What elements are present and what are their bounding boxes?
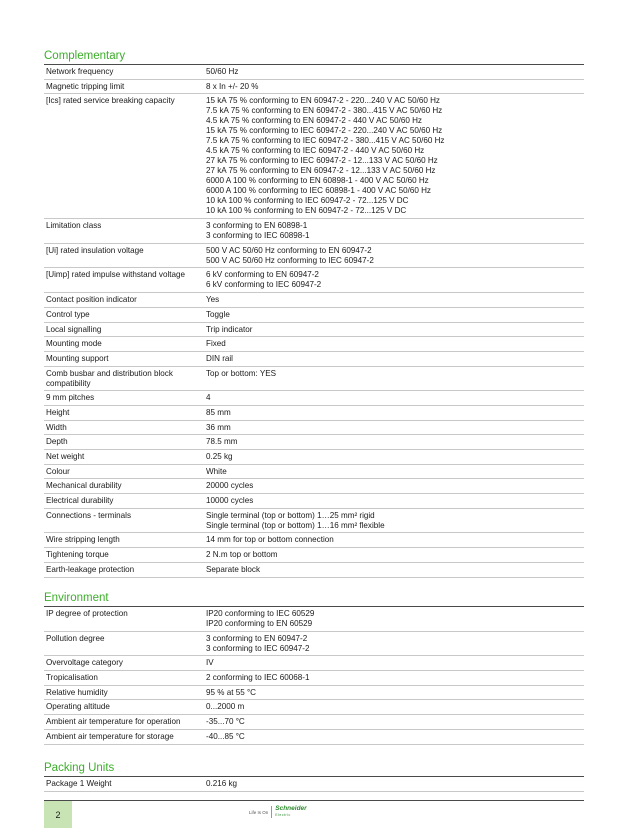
brand-sub: Electric	[275, 813, 291, 817]
spec-row	[44, 293, 584, 308]
spec-row	[44, 686, 584, 701]
spec-value-line: 6000 A 100 % conforming to IEC 60898-1 - 400 V AC 50/60 Hz	[206, 186, 431, 196]
spec-value	[204, 465, 584, 479]
spec-value	[204, 308, 584, 322]
brand-separator	[271, 806, 272, 818]
packing-units-section	[44, 762, 584, 792]
spec-label: Mechanical durability	[46, 481, 122, 491]
spec-label: Colour	[46, 466, 70, 476]
spec-value-line: Single terminal (top or bottom) 1…16 mm² flexible	[206, 520, 385, 530]
spec-row	[44, 65, 584, 80]
spec-value	[204, 65, 584, 79]
spec-value-line: Trip indicator	[206, 324, 253, 334]
spec-row	[44, 337, 584, 352]
spec-row	[44, 671, 584, 686]
spec-label: Connections - terminals	[46, 510, 132, 520]
spec-value-line: 4	[206, 393, 211, 403]
spec-value	[204, 671, 584, 685]
spec-row	[44, 730, 584, 745]
spec-value	[204, 268, 584, 292]
spec-label: [Ui] rated insulation voltage	[46, 245, 144, 255]
spec-value	[204, 548, 584, 562]
spec-value	[204, 479, 584, 493]
spec-value	[204, 352, 584, 366]
spec-label: Mounting mode	[46, 339, 102, 349]
spec-row	[44, 632, 584, 657]
spec-label: Width	[46, 422, 67, 432]
spec-row	[44, 244, 584, 269]
spec-row	[44, 465, 584, 480]
spec-value-line: 0.25 kg	[206, 452, 233, 461]
spec-value	[204, 323, 584, 337]
spec-label: Earth-leakage protection	[46, 564, 135, 574]
spec-row	[44, 533, 584, 548]
spec-label: Tropicalisation	[46, 673, 98, 683]
spec-row	[44, 352, 584, 367]
spec-value-line: 4.5 kA 75 % conforming to IEC 60947-2 - 440 V AC 50/60 Hz	[206, 146, 425, 156]
spec-value	[204, 715, 584, 729]
spec-row	[44, 94, 584, 219]
spec-value	[204, 700, 584, 714]
spec-value	[204, 337, 584, 351]
spec-value	[204, 509, 584, 533]
spec-value-line: Yes	[206, 295, 220, 305]
spec-value-line: 2 conforming to IEC 60068-1	[206, 673, 310, 683]
spec-row	[44, 656, 584, 671]
spec-label: Electrical durability	[46, 496, 114, 506]
spec-value-line: 10 kA 100 % conforming to IEC 60947-2 - 72...125 V DC	[206, 196, 409, 206]
spec-row	[44, 435, 584, 450]
spec-value-line: 500 V AC 50/60 Hz conforming to IEC 60947-2	[206, 255, 374, 265]
spec-value-line: 36 mm	[206, 422, 231, 432]
spec-value-line: 95 % at 55 °C	[206, 687, 257, 697]
spec-value	[204, 435, 584, 449]
spec-label: [Uimp] rated impulse withstand voltage	[46, 270, 186, 280]
spec-value	[204, 80, 584, 94]
spec-value-line: 15 kA 75 % conforming to IEC 60947-2 - 220...240 V AC 50/60 Hz	[206, 126, 443, 136]
spec-value-line: Toggle	[206, 309, 230, 319]
spec-value-line: Separate block	[206, 564, 260, 574]
spec-label: Operating altitude	[46, 702, 110, 712]
spec-label: Contact position indicator	[46, 295, 137, 305]
spec-value	[204, 656, 584, 670]
spec-value-line: 50/60 Hz	[206, 67, 239, 76]
section-title: Packing Units	[44, 762, 584, 777]
spec-row	[44, 323, 584, 338]
spec-label: Control type	[46, 309, 90, 319]
spec-value	[204, 391, 584, 405]
spec-value-line: IP20 conforming to IEC 60529	[206, 609, 315, 618]
spec-value-line: 7.5 kA 75 % conforming to EN 60947-2 - 380...415 V AC 50/60 Hz	[206, 106, 443, 116]
spec-value-line: 27 kA 75 % conforming to EN 60947-2 - 12...133 V AC 50/60 Hz	[206, 166, 436, 176]
spec-value-line: 85 mm	[206, 407, 231, 417]
spec-value	[204, 219, 584, 243]
spec-value-line: 15 kA 75 % conforming to EN 60947-2 - 220...240 V AC 50/60 Hz	[206, 96, 440, 106]
spec-value-line: 78.5 mm	[206, 437, 238, 447]
spec-row	[44, 421, 584, 436]
spec-row	[44, 777, 584, 792]
spec-value-line: 3 conforming to IEC 60947-2	[206, 643, 310, 653]
spec-value	[204, 494, 584, 508]
spec-label: 9 mm pitches	[46, 393, 95, 403]
spec-value-line: 4.5 kA 75 % conforming to EN 60947-2 - 440 V AC 50/60 Hz	[206, 116, 422, 126]
spec-value-line: 7.5 kA 75 % conforming to IEC 60947-2 - 380...415 V AC 50/60 Hz	[206, 136, 445, 146]
spec-value	[204, 730, 584, 744]
spec-value-line: White	[206, 466, 227, 476]
complementary-section	[44, 50, 584, 578]
spec-label: Ambient air temperature for storage	[46, 731, 174, 741]
spec-value-line: 3 conforming to IEC 60898-1	[206, 231, 310, 241]
environment-section	[44, 592, 584, 745]
spec-value-line: Single terminal (top or bottom) 1…25 mm² rigid	[206, 510, 375, 520]
spec-value-line: 0...2000 m	[206, 702, 245, 712]
section-title: Environment	[44, 592, 584, 607]
spec-value-line: DIN rail	[206, 353, 233, 363]
spec-row	[44, 607, 584, 632]
spec-label: Network frequency	[46, 67, 114, 76]
spec-row	[44, 391, 584, 406]
brand-name: Schneider	[275, 805, 307, 812]
spec-value	[204, 777, 584, 791]
spec-row	[44, 406, 584, 421]
spec-label: Mounting support	[46, 353, 109, 363]
spec-value-line: 3 conforming to EN 60947-2	[206, 633, 308, 643]
spec-value	[204, 533, 584, 547]
spec-row	[44, 563, 584, 578]
spec-row	[44, 494, 584, 509]
spec-value	[204, 367, 584, 391]
spec-value	[204, 686, 584, 700]
spec-value	[204, 293, 584, 307]
spec-value-line: 6 kV conforming to IEC 60947-2	[206, 280, 322, 290]
spec-row	[44, 80, 584, 95]
spec-value-line: 10 kA 100 % conforming to EN 60947-2 - 72...125 V DC	[206, 206, 407, 216]
spec-value	[204, 94, 584, 218]
spec-value-line: -40...85 °C	[206, 731, 245, 741]
spec-label: Magnetic tripping limit	[46, 81, 125, 91]
spec-label: Net weight	[46, 452, 85, 461]
spec-row	[44, 308, 584, 323]
spec-value-line: 6000 A 100 % conforming to EN 60898-1 - 400 V AC 50/60 Hz	[206, 176, 429, 186]
spec-row	[44, 509, 584, 534]
spec-value	[204, 563, 584, 577]
spec-value-line: 0.216 kg	[206, 779, 238, 788]
spec-label: Package 1 Weight	[46, 779, 112, 788]
spec-label: Ambient air temperature for operation	[46, 717, 181, 727]
spec-label: Wire stripping length	[46, 535, 120, 545]
spec-value-line: Fixed	[206, 339, 226, 349]
spec-label: Tightening torque	[46, 550, 109, 560]
spec-row	[44, 548, 584, 563]
spec-label: Comb busbar and distribution block compatibility	[46, 368, 173, 388]
spec-value	[204, 406, 584, 420]
spec-row	[44, 700, 584, 715]
spec-value-line: 6 kV conforming to EN 60947-2	[206, 270, 319, 280]
section-title: Complementary	[44, 50, 584, 65]
spec-label: Depth	[46, 437, 68, 447]
spec-value-line: Top or bottom: YES	[206, 368, 277, 378]
spec-label: IP degree of protection	[46, 609, 128, 618]
spec-value	[204, 421, 584, 435]
footer-divider	[44, 800, 584, 801]
spec-value	[204, 244, 584, 268]
spec-value-line: 8 x In +/- 20 %	[206, 81, 259, 91]
spec-value	[204, 632, 584, 656]
brand-tagline: Life Is On	[249, 809, 269, 815]
spec-row	[44, 479, 584, 494]
spec-value-line: 20000 cycles	[206, 481, 254, 491]
spec-value-line: 2 N.m top or bottom	[206, 550, 278, 560]
spec-row	[44, 268, 584, 293]
spec-value-line: 14 mm for top or bottom connection	[206, 535, 334, 545]
spec-label: [Ics] rated service breaking capacity	[46, 96, 175, 106]
spec-label: Pollution degree	[46, 633, 105, 643]
spec-value-line: 27 kA 75 % conforming to IEC 60947-2 - 12...133 V AC 50/60 Hz	[206, 156, 438, 166]
spec-value	[204, 607, 584, 631]
spec-row	[44, 715, 584, 730]
spec-value-line: -35...70 °C	[206, 717, 245, 727]
spec-row	[44, 367, 584, 392]
spec-value-line: 3 conforming to EN 60898-1	[206, 221, 308, 231]
brand-logo	[249, 806, 307, 818]
spec-row	[44, 219, 584, 244]
spec-value-line: 10000 cycles	[206, 496, 254, 506]
spec-value	[204, 450, 584, 464]
spec-value-line: IV	[206, 658, 214, 668]
spec-label: Overvoltage category	[46, 658, 123, 668]
spec-label: Relative humidity	[46, 687, 108, 697]
spec-label: Local signalling	[46, 324, 102, 334]
spec-value-line: IP20 conforming to EN 60529	[206, 619, 313, 628]
spec-row	[44, 450, 584, 465]
page-number: 2	[44, 801, 72, 828]
spec-value-line: 500 V AC 50/60 Hz conforming to EN 60947-2	[206, 245, 372, 255]
spec-label: Height	[46, 407, 70, 417]
schneider-logo-icon	[275, 806, 306, 818]
spec-label: Limitation class	[46, 221, 102, 231]
